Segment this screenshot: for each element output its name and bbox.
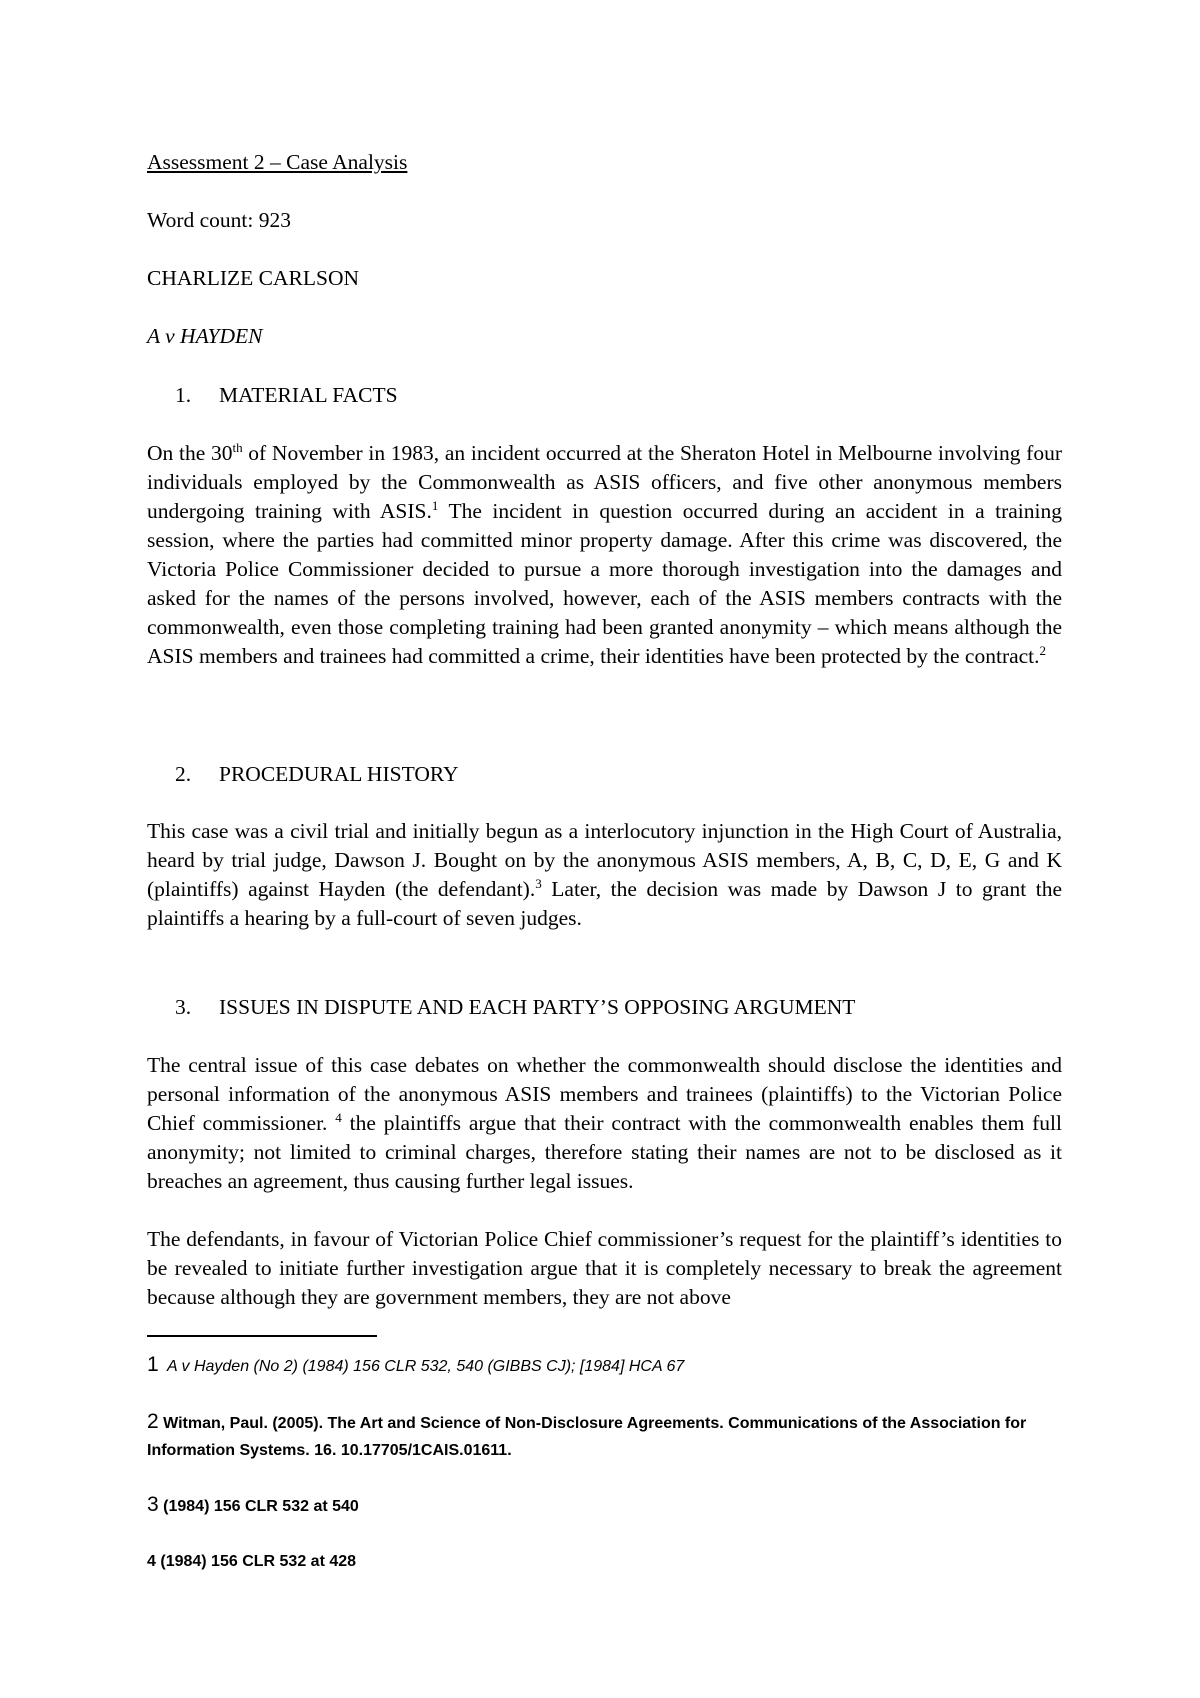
paragraph-issues-in-dispute [147, 1051, 1062, 1196]
paragraph-material-facts [147, 439, 1062, 671]
footnote-1 [147, 1351, 1077, 1380]
footnote-number: 2 [147, 1410, 159, 1433]
paragraph-procedural-history [147, 817, 1062, 933]
text-run: On the 30 [147, 441, 233, 465]
section-number: 1. [175, 383, 192, 407]
document-title: Assessment 2 – Case Analysis [147, 150, 408, 174]
footnote-text: (1984) 156 CLR 532 at 428 [160, 1553, 357, 1570]
footnote-ref-2[interactable]: 2 [1039, 642, 1047, 658]
footnote-text: A v Hayden (No 2) (1984) 156 CLR 532, 540 (GIBBS CJ); [1984] HCA 67 [166, 1358, 685, 1375]
section-heading-material-facts [175, 381, 398, 409]
text-run: Later, the decision was made by Dawson J to grant the plaintiffs a hearing by a full-court of seven judges. [147, 877, 1062, 930]
footnote-4 [147, 1548, 1077, 1575]
footnote-number: 3 [147, 1493, 159, 1516]
text-run: The central issue of this case debates on whether the commonwealth should disclose the identities and personal information of the anonymous ASIS members and trainees (plaintiffs) to the Victorian Police Chief commissioner. [147, 1053, 1062, 1135]
footnote-text: Witman, Paul. (2005). The Art and Science of Non-Disclosure Agreements. Communications of the Association for Information Systems. 16. 10.17705/1CAIS.01611. [147, 1415, 1027, 1459]
text-run: The incident in question occurred during an accident in a training session, where the parties had committed minor property damage. After this crime was discovered, the Victoria Police Commissioner decided to pursue a more thorough investigation into the damages and asked for the names of the persons involved, however, each of the ASIS members contracts with the commonwealth, even those completing training had been granted anonymity – which means although the ASIS members and trainees had committed a crime, their identities have been protected by the contract. [147, 499, 1062, 668]
word-count: Word count: 923 [147, 208, 291, 232]
footnote-number: 1 [147, 1353, 159, 1376]
footnote-text: (1984) 156 CLR 532 at 540 [163, 1498, 359, 1515]
footnote-ref-3[interactable]: 3 [535, 875, 542, 891]
footnote-ref-1[interactable]: 1 [431, 497, 439, 513]
footnote-number: 4 [147, 1553, 156, 1570]
section-heading-text: MATERIAL FACTS [219, 383, 398, 407]
section-heading-text: PROCEDURAL HISTORY [219, 762, 459, 786]
section-heading-text: ISSUES IN DISPUTE AND EACH PARTY’S OPPOSING ARGUMENT [219, 995, 856, 1019]
footnote-2 [147, 1408, 1077, 1464]
section-heading-procedural-history [175, 760, 459, 788]
superscript-ordinal: th [232, 439, 243, 455]
footnote-separator [147, 1335, 377, 1337]
case-name: A v HAYDEN [147, 324, 263, 348]
footnote-ref-4[interactable]: 4 [335, 1109, 342, 1125]
section-number: 2. [175, 762, 192, 786]
footnote-3 [147, 1491, 1077, 1520]
text-run: This case was a civil trial and initially begun as a interlocutory injunction in the High Court of Australia, heard by trial judge, Dawson J. Bought on by the anonymous ASIS members, A, B, C, D, E, G and K (plaintiffs) against Hayden (the defendant). [147, 819, 1062, 901]
section-number: 3. [175, 995, 192, 1019]
text-run: of November in 1983, an incident occurred at the Sheraton Hotel in Melbourne involving four individuals employed by the Commonwealth as ASIS officers, and five other anonymous members undergoing training with ASIS. [147, 441, 1062, 523]
author-name: CHARLIZE CARLSON [147, 266, 360, 290]
paragraph-defendants-argument: The defendants, in favour of Victorian Police Chief commissioner’s request for the plaintiff’s identities to be revealed to initiate further investigation argue that it is completely necessary to break the agreement because although they are government members, they are not above [147, 1227, 1062, 1309]
section-heading-issues-in-dispute [175, 993, 855, 1021]
text-run: the plaintiffs argue that their contract with the commonwealth enables them full anonymity; not limited to criminal charges, therefore stating their names are not to be disclosed as it breaches an agreement, thus causing further legal issues. [147, 1111, 1063, 1193]
